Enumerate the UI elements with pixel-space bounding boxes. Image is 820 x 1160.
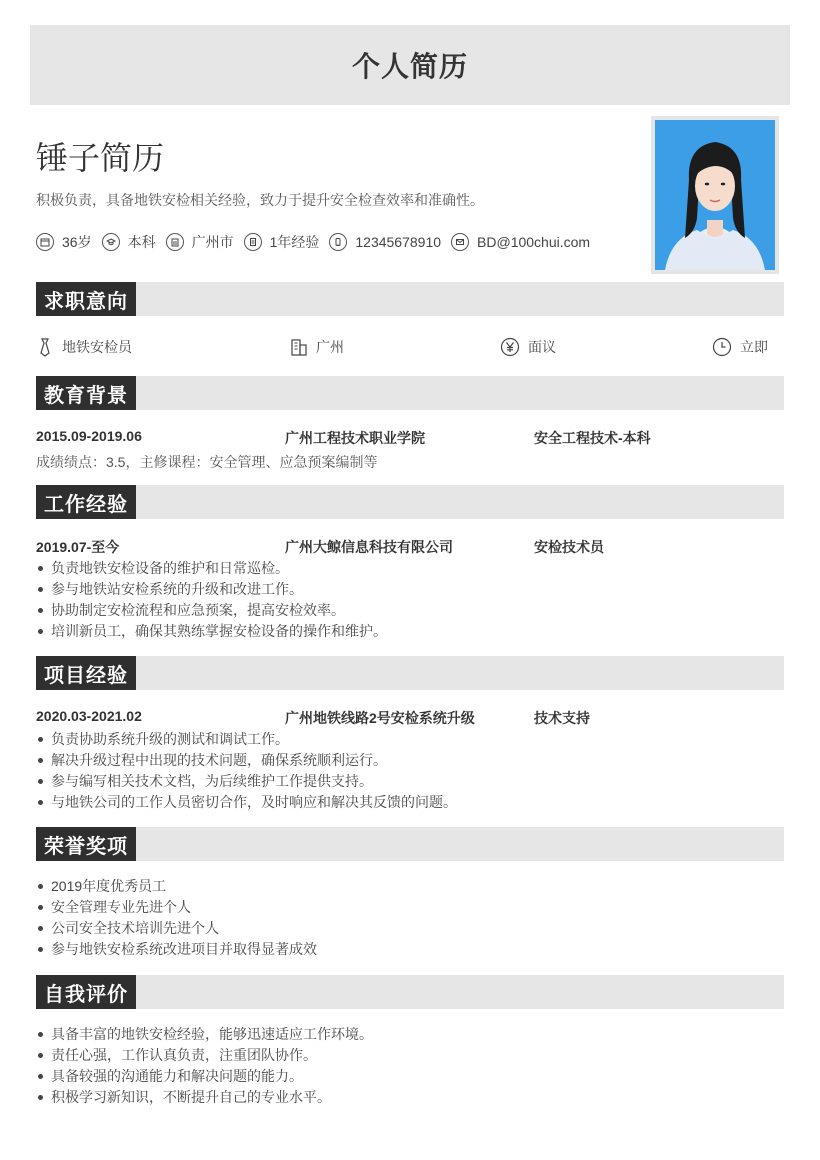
portrait-image: [655, 120, 775, 270]
project-duties-list: [36, 729, 457, 813]
experience-text: 1年经验: [269, 234, 320, 250]
list-item: 参与地铁站安检系统的升级和改进工作。: [36, 579, 387, 600]
intent-location: [290, 336, 344, 358]
document-icon: [244, 233, 262, 251]
list-item: 培训新员工，确保其熟练掌握安检设备的操作和维护。: [36, 621, 387, 642]
project-period: 2020.03-2021.02: [36, 708, 142, 724]
list-item: 解决升级过程中出现的技术问题，确保系统顺利运行。: [36, 750, 457, 771]
header-bar: [30, 25, 790, 105]
section-education: [36, 376, 784, 410]
honors-list: [36, 876, 317, 960]
project-entry-head: [36, 708, 784, 728]
list-item: 责任心强，工作认真负责，注重团队协作。: [36, 1045, 373, 1066]
section-honors: [36, 827, 784, 861]
list-item: 具备较强的沟通能力和解决问题的能力。: [36, 1066, 373, 1087]
profile-summary: 积极负责，具备地铁安检相关经验，致力于提升安全检查效率和准确性。: [36, 192, 484, 208]
list-item: 参与编写相关技术文档，为后续维护工作提供支持。: [36, 771, 457, 792]
intent-availability-text: 立即: [740, 339, 768, 355]
office-building-icon: [290, 337, 308, 357]
section-title-intent: 求职意向: [36, 282, 136, 316]
section-title-self: 自我评价: [36, 975, 136, 1009]
section-intent: [36, 282, 784, 316]
education-detail: 成绩绩点：3.5，主修课程：安全管理、应急预案编制等: [36, 454, 378, 470]
section-title-work: 工作经验: [36, 485, 136, 519]
list-item: 安全管理专业先进个人: [36, 897, 317, 918]
age-info: [36, 232, 92, 252]
list-item: 负责地铁安检设备的维护和日常巡检。: [36, 558, 387, 579]
age-text: 36岁: [62, 234, 92, 250]
intent-availability: [712, 336, 768, 358]
intent-position: [36, 336, 132, 358]
email-info: [451, 233, 590, 251]
candidate-name: 锤子简历: [36, 140, 165, 176]
education-major: 安全工程技术-本科: [534, 430, 651, 446]
list-item: 参与地铁安检系统改进项目并取得显著成效: [36, 939, 317, 960]
section-title-education: 教育背景: [36, 376, 136, 410]
list-item: 协助制定安检流程和应急预案，提高安检效率。: [36, 600, 387, 621]
intent-location-text: 广州: [316, 339, 344, 355]
intent-position-text: 地铁安检员: [62, 339, 132, 355]
yuan-icon: [500, 337, 520, 357]
education-school: 广州工程技术职业学院: [285, 430, 425, 446]
project-role: 技术支持: [534, 710, 590, 726]
page-title: 个人简历: [351, 51, 468, 82]
basic-info-row: [36, 231, 600, 253]
calendar-icon: [36, 233, 54, 251]
work-entry-head: [36, 537, 784, 557]
intent-salary: [500, 336, 556, 358]
graduation-cap-icon: [102, 233, 120, 251]
email-text: BD@100chui.com: [477, 234, 591, 250]
work-period: 2019.07-至今: [36, 539, 120, 555]
degree-text: 本科: [127, 234, 156, 250]
section-work: [36, 485, 784, 519]
city-info: [166, 232, 234, 252]
experience-info: [244, 232, 320, 252]
project-name: 广州地铁线路2号安检系统升级: [285, 710, 475, 726]
intent-salary-text: 面议: [528, 339, 556, 355]
building-icon: [166, 233, 184, 251]
profile-photo: [651, 116, 779, 274]
section-title-project: 项目经验: [36, 656, 136, 690]
clock-icon: [712, 337, 732, 357]
phone-text: 12345678910: [355, 234, 442, 250]
section-self: [36, 975, 784, 1009]
list-item: 公司安全技术培训先进个人: [36, 918, 317, 939]
list-item: 2019年度优秀员工: [36, 876, 317, 897]
section-title-honors: 荣誉奖项: [36, 827, 136, 861]
work-duties-list: [36, 558, 387, 642]
list-item: 具备丰富的地铁安检经验，能够迅速适应工作环境。: [36, 1024, 373, 1045]
mail-icon: [451, 233, 469, 251]
job-intent-row: [36, 336, 784, 358]
list-item: 积极学习新知识，不断提升自己的专业水平。: [36, 1087, 373, 1108]
phone-info: [329, 233, 441, 251]
list-item: 负责协助系统升级的测试和调试工作。: [36, 729, 457, 750]
education-entry-head: [36, 428, 784, 448]
work-role: 安检技术员: [534, 539, 604, 555]
list-item: 与地铁公司的工作人员密切合作，及时响应和解决其反馈的问题。: [36, 792, 457, 813]
city-text: 广州市: [191, 234, 234, 250]
education-period: 2015.09-2019.06: [36, 428, 142, 444]
section-project: [36, 656, 784, 690]
self-evaluation-list: [36, 1024, 373, 1108]
degree-info: [102, 232, 156, 252]
phone-icon: [329, 233, 347, 251]
tie-icon: [36, 337, 54, 357]
work-company: 广州大鲸信息科技有限公司: [285, 539, 453, 555]
